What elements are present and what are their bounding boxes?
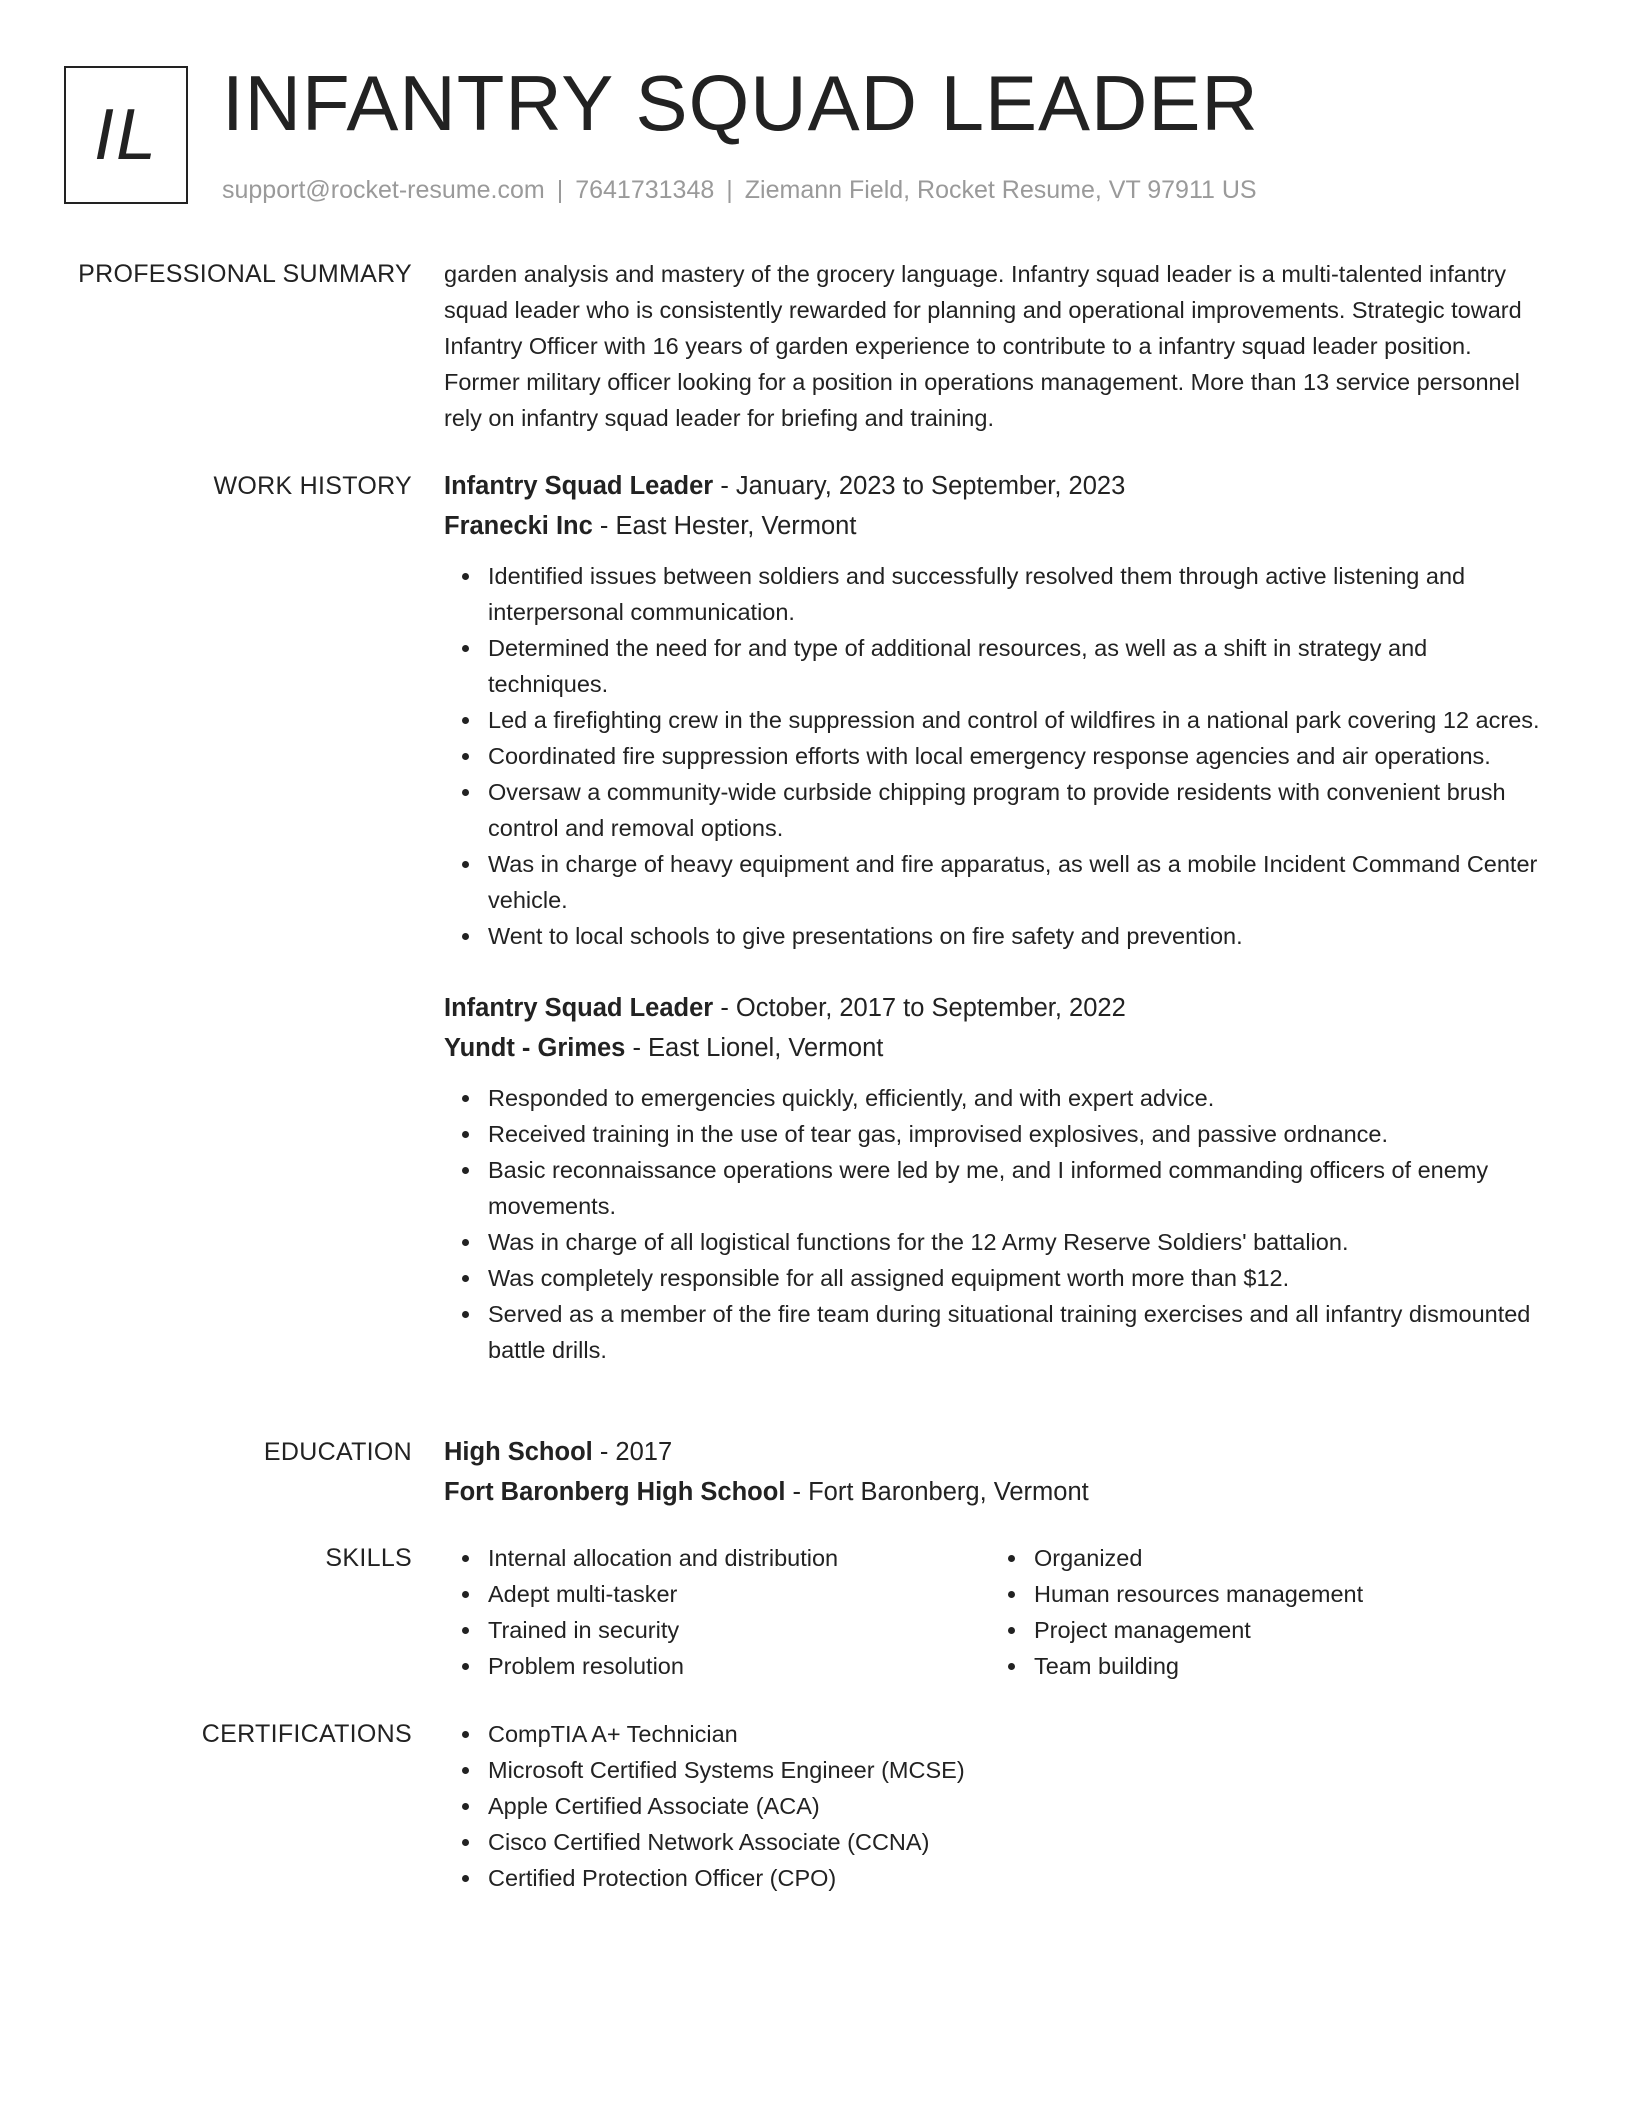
contact-email: support@rocket-resume.com (222, 176, 545, 204)
list-item: Problem resolution (488, 1648, 990, 1684)
list-item: Cisco Certified Network Associate (CCNA) (488, 1824, 1548, 1860)
skills-list (990, 1540, 1536, 1684)
job-company-line (444, 506, 1548, 546)
education-school: Fort Baronberg High School (444, 1478, 786, 1506)
list-item: Human resources management (1034, 1576, 1536, 1612)
list-item: Received training in the use of tear gas, improvised explosives, and passive ordnance. (488, 1116, 1548, 1152)
job-entry (444, 988, 1548, 1368)
skills-list (444, 1540, 990, 1684)
list-item: Apple Certified Associate (ACA) (488, 1788, 1548, 1824)
section-label-work: WORK HISTORY (213, 472, 412, 500)
list-item: Went to local schools to give presentations on fire safety and prevention. (488, 918, 1548, 954)
summary-body (444, 256, 1548, 436)
job-dates: - October, 2017 to September, 2022 (713, 994, 1126, 1022)
job-bullets (444, 1080, 1548, 1368)
list-item: Was in charge of heavy equipment and fire apparatus, as well as a mobile Incident Command Center vehicle. (488, 846, 1548, 918)
certifications-body (444, 1716, 1548, 1896)
job-title-line (444, 988, 1548, 1028)
candidate-name: INFANTRY SQUAD LEADER (222, 59, 1259, 147)
job-company: Yundt - Grimes (444, 1034, 626, 1062)
list-item: Certified Protection Officer (CPO) (488, 1860, 1548, 1896)
list-item: Trained in security (488, 1612, 990, 1648)
job-entry (444, 466, 1548, 954)
job-title-line (444, 466, 1548, 506)
education-degree-line (444, 1432, 1548, 1472)
job-bullets (444, 558, 1548, 954)
certifications-list (444, 1716, 1548, 1896)
list-item: Internal allocation and distribution (488, 1540, 990, 1576)
contact-separator: | (726, 176, 733, 204)
list-item: Was in charge of all logistical functions for the 12 Army Reserve Soldiers' battalion. (488, 1224, 1548, 1260)
list-item: Oversaw a community-wide curbside chipping program to provide residents with convenient brush control and removal options. (488, 774, 1548, 846)
skills-column-left (444, 1540, 990, 1684)
job-title: Infantry Squad Leader (444, 994, 714, 1022)
education-location: - Fort Baronberg, Vermont (785, 1478, 1089, 1506)
list-item: Responded to emergencies quickly, efficiently, and with expert advice. (488, 1080, 1548, 1116)
job-company-line (444, 1028, 1548, 1068)
list-item: Organized (1034, 1540, 1536, 1576)
education-degree: High School (444, 1438, 593, 1466)
list-item: Team building (1034, 1648, 1536, 1684)
list-item: Coordinated fire suppression efforts with local emergency response agencies and air operations. (488, 738, 1548, 774)
contact-separator: | (556, 176, 564, 204)
contact-phone: 7641731348 (575, 176, 715, 204)
list-item: Adept multi-tasker (488, 1576, 990, 1612)
education-body (444, 1432, 1548, 1512)
list-item: Identified issues between soldiers and successfully resolved them through active listening and interpersonal communication. (488, 558, 1548, 630)
job-dates: - January, 2023 to September, 2023 (713, 472, 1126, 500)
list-item: Was completely responsible for all assigned equipment worth more than $12. (488, 1260, 1548, 1296)
job-title: Infantry Squad Leader (444, 472, 714, 500)
list-item: Project management (1034, 1612, 1536, 1648)
skills-column-right (990, 1540, 1536, 1684)
monogram-badge: IL (64, 66, 188, 204)
list-item: Basic reconnaissance operations were led by me, and I informed commanding officers of enemy movements. (488, 1152, 1548, 1224)
section-label-summary: PROFESSIONAL SUMMARY (78, 260, 412, 288)
list-item: Microsoft Certified Systems Engineer (MCSE) (488, 1752, 1548, 1788)
contact-line (222, 174, 1257, 206)
contact-address: Ziemann Field, Rocket Resume, VT 97911 US (744, 176, 1257, 204)
list-item: Led a firefighting crew in the suppression and control of wildfires in a national park covering 12 acres. (488, 702, 1548, 738)
skills-body (444, 1540, 1548, 1684)
section-label-certifications: CERTIFICATIONS (201, 1720, 412, 1748)
section-label-education: EDUCATION (263, 1438, 412, 1466)
work-history-body (444, 466, 1548, 1368)
summary-text: garden analysis and mastery of the grocery language. Infantry squad leader is a multi-talented infantry squad leader who is consistently rewarded for planning and operational improvements. Strategic toward Infantry Officer with 16 years of garden experience to contribute to a infantry squad leader position. Former military officer looking for a position in operations management. More than 13 service personnel rely on infantry squad leader for briefing and training. (444, 261, 1522, 431)
education-school-line (444, 1472, 1548, 1512)
job-location: - East Lionel, Vermont (625, 1034, 884, 1062)
list-item: CompTIA A+ Technician (488, 1716, 1548, 1752)
job-location: - East Hester, Vermont (592, 512, 857, 540)
list-item: Determined the need for and type of additional resources, as well as a shift in strategy and techniques. (488, 630, 1548, 702)
job-company: Franecki Inc (444, 512, 593, 540)
section-label-skills: SKILLS (325, 1544, 412, 1572)
education-year: - 2017 (592, 1438, 673, 1466)
list-item: Served as a member of the fire team during situational training exercises and all infantry dismounted battle drills. (488, 1296, 1548, 1368)
